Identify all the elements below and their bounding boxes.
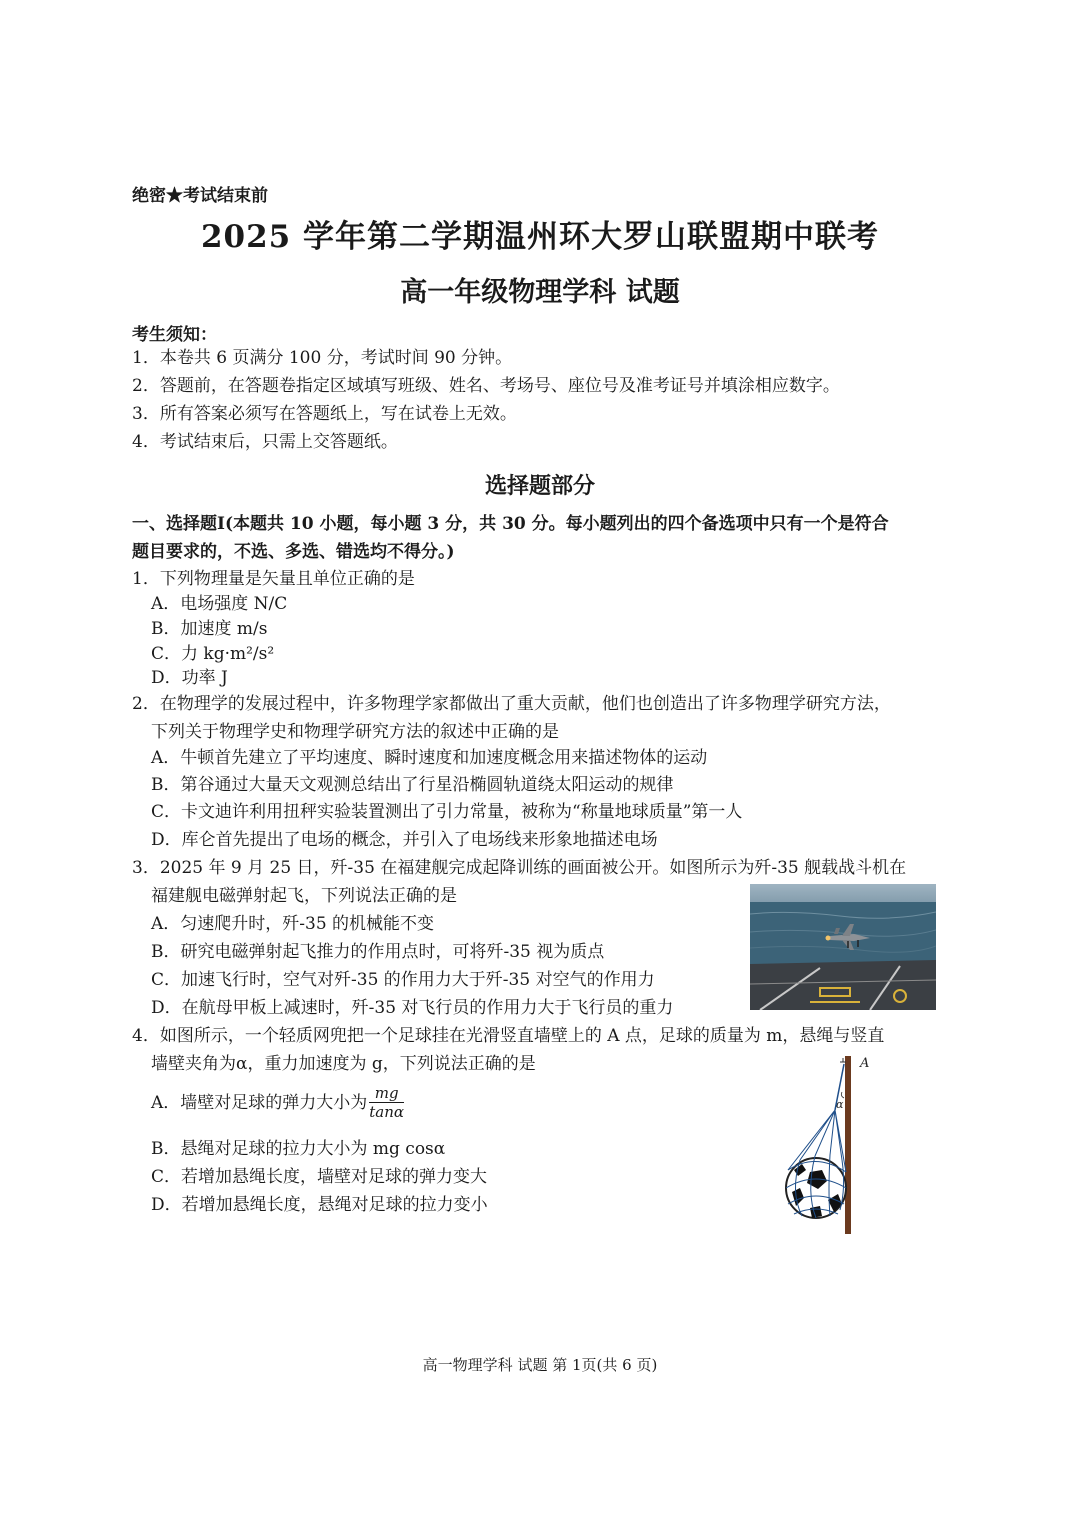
section-instruction-cont: 题目要求的，不选、多选、错选均不得分。) <box>132 542 455 562</box>
q4-option-b: B．悬绳对足球的拉力大小为 mg cosα <box>151 1139 446 1159</box>
exam-subtitle: 高一年级物理学科 试题 <box>400 277 680 308</box>
q1-option-b: B．加速度 m/s <box>151 619 268 639</box>
note-item: 4．考试结束后，只需上交答题纸。 <box>132 432 398 452</box>
question-2-stem: 2．在物理学的发展过程中，许多物理学家都做出了重大贡献，他们也创造出了许多物理学研究方法， <box>132 694 891 714</box>
question-3-stem-cont: 福建舰电磁弹射起飞，下列说法正确的是 <box>151 886 457 906</box>
exam-title: 2025 学年第二学期温州环大罗山联盟期中联考 <box>200 219 880 255</box>
question-2-stem-cont: 下列关于物理学史和物理学研究方法的叙述中正确的是 <box>151 722 559 742</box>
q1-option-a: A．电场强度 N/C <box>151 594 288 614</box>
notes-heading: 考生须知： <box>132 325 217 345</box>
note-item: 1．本卷共 6 页满分 100 分，考试时间 90 分钟。 <box>132 348 513 368</box>
q1-option-c: C．力 kg·m²/s² <box>151 644 275 664</box>
q2-option-d: D．库仑首先提出了电场的概念，并引入了电场线来形象地描述电场 <box>151 830 658 850</box>
note-item: 2．答题前，在答题卷指定区域填写班级、姓名、考场号、座位号及准考证号并填涂相应数字。 <box>132 376 840 396</box>
q1-option-d: D．功率 J <box>151 668 228 688</box>
q4-option-a <box>151 1084 404 1121</box>
q2-option-c: C．卡文迪许利用扭秤实验装置测出了引力常量，被称为“称量地球质量”第一人 <box>151 802 743 822</box>
q3-option-a: A．匀速爬升时，歼-35 的机械能不变 <box>151 914 435 934</box>
q3-option-d: D．在航母甲板上减速时，歼-35 对飞行员的作用力大于飞行员的重力 <box>151 998 674 1018</box>
q2-option-b: B．第谷通过大量天文观测总结出了行星沿椭圆轨道绕太阳运动的规律 <box>151 775 674 795</box>
confidential-mark: 绝密★考试结束前 <box>132 186 268 206</box>
q3-option-b: B．研究电磁弹射起飞推力的作用点时，可将歼-35 视为质点 <box>151 942 605 962</box>
angle-alpha-label: α <box>836 1098 844 1111</box>
section-instruction: 一、选择题Ⅰ(本题共 10 小题，每小题 3 分，共 30 分。每小题列出的四个备选项中只有一个是符合 <box>132 514 889 534</box>
note-item: 3．所有答案必须写在答题纸上，写在试卷上无效。 <box>132 404 517 424</box>
point-a-label: A <box>860 1056 870 1071</box>
question-1-stem: 1．下列物理量是矢量且单位正确的是 <box>132 569 415 589</box>
question-3-stem: 3．2025 年 9 月 25 日，歼-35 在福建舰完成起降训练的画面被公开。如图所示为歼-35 舰载战斗机在 <box>132 858 907 878</box>
fighter-jet-photo <box>750 884 936 1010</box>
question-4-stem: 4．如图所示，一个轻质网兜把一个足球挂在光滑竖直墙壁上的 A 点，足球的质量为 m，悬绳与竖直 <box>132 1026 885 1046</box>
q4-option-c: C．若增加悬绳长度，墙壁对足球的弹力变大 <box>151 1167 488 1187</box>
fraction <box>369 1084 404 1121</box>
q2-option-a: A．牛顿首先建立了平均速度、瞬时速度和加速度概念用来描述物体的运动 <box>151 748 708 768</box>
page-footer: 高一物理学科 试题 第 1页(共 6 页) <box>422 1356 658 1374</box>
question-4-stem-cont: 墙壁夹角为α，重力加速度为 g，下列说法正确的是 <box>151 1054 536 1074</box>
fraction-denominator: tanα <box>369 1103 405 1121</box>
q3-option-c: C．加速飞行时，空气对歼-35 的作用力大于歼-35 对空气的作用力 <box>151 970 655 990</box>
football-wall-figure <box>780 1052 880 1237</box>
q4-option-a-text: A．墙壁对足球的弹力大小为 <box>151 1092 368 1113</box>
section-title: 选择题部分 <box>484 473 595 499</box>
fraction-numerator: mg <box>369 1084 404 1103</box>
q4-option-d: D．若增加悬绳长度，悬绳对足球的拉力变小 <box>151 1195 488 1215</box>
